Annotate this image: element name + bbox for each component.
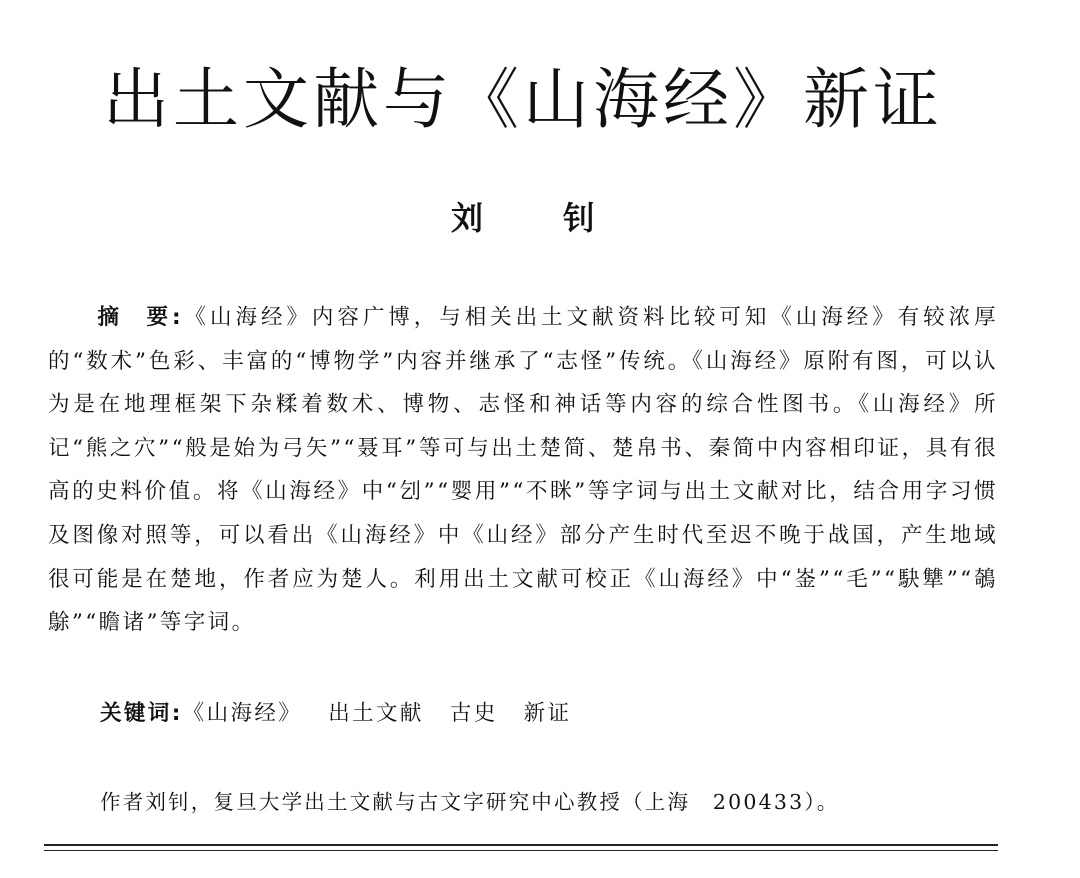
keyword-item: 新证 [523,701,572,726]
keywords-label-colon: : [171,701,183,726]
author-affiliation: 作者刘钊，复旦大学出土文献与古文字研究中心教授（上海 200433）。 [100,790,840,814]
paper-title: 出土文献与《山海经》新证 [103,61,943,138]
keywords-label [100,701,183,726]
abstract-label-char-2: 要 [144,305,172,330]
abstract-label-char-1: 摘 [97,305,123,330]
keyword-item: 出土文献 [328,701,424,726]
keywords-label-text: 关键词 [100,701,172,726]
keywords [100,692,1000,736]
abstract [48,296,998,645]
abstract-label [97,305,183,330]
keyword-item: 古史 [449,701,498,726]
abstract-label-colon: : [171,305,183,330]
author-given-name: 钊 [563,199,596,237]
author-surname: 刘 [450,199,483,237]
abstract-text: 《山海经》内容广博，与相关出土文献资料比较可知《山海经》有较浓厚的“数术”色彩、丰富的“博物学”内容并继承了“志怪”传统。《山海经》原附有图，可以认为是在地理框架下杂糅着数术、博物、志怪和神话等内容的综合性图书。《山海经》所记“熊之穴”“般是始为弓矢”“聂耳”等可与出土楚简、楚帛书、秦简中内容相印证，具有很高的史料价值。将《山海经》中“刉”“婴用”“不眯”等字词与出土文献对比，结合用字习惯及图像对照等，可以看出《山海经》中《山经》部分产生时代至迟不晚于战国，产生地域很可能是在楚地，作者应为楚人。利用出土文献可校正《山海经》中“崟”“毛”“駃犨”“鵸鵌”“瞻诸”等字词。 [48,305,999,636]
keyword-item: 《山海经》 [182,701,303,726]
footnote-divider [44,844,998,851]
author-name [0,196,1046,240]
